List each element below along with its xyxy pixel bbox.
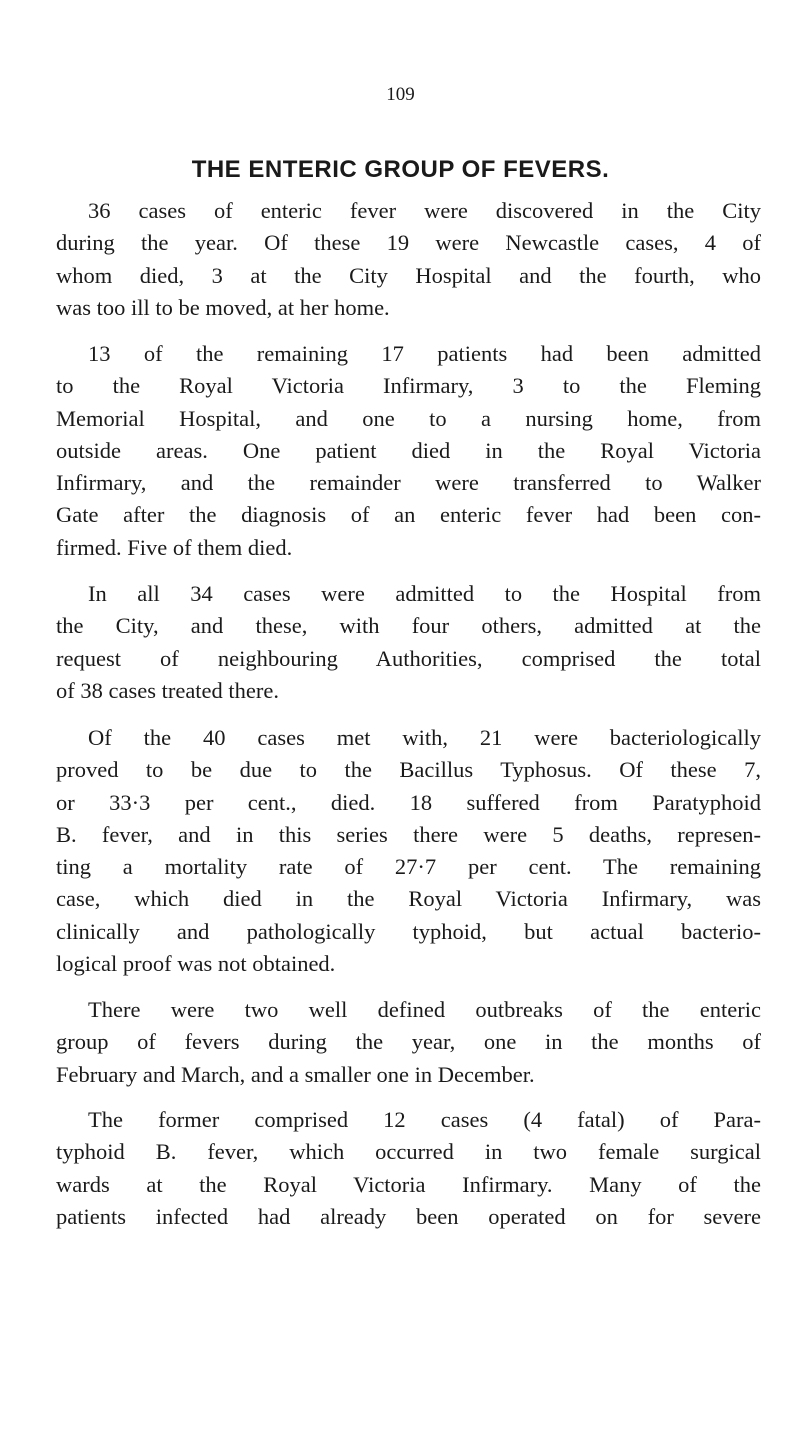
text-line: group of fevers during the year, one in the months of [56, 1029, 761, 1055]
paragraph-2 [56, 338, 761, 564]
text-line: ting a mortality rate of 27·7 per cent. The remaining [56, 854, 761, 880]
paragraph-6 [56, 1104, 761, 1233]
text-line: of 38 cases treated there. [56, 677, 280, 703]
text-line: The former comprised 12 cases (4 fatal) of Para- [88, 1107, 761, 1132]
text-line: was too ill to be moved, at her home. [56, 294, 390, 320]
text-line: 36 cases of enteric fever were discovered in the City [88, 198, 761, 223]
paragraph-5 [56, 994, 761, 1091]
text-line: Of the 40 cases met with, 21 were bacteriologically [88, 725, 761, 750]
text-line: patients infected had already been operated on for severe [56, 1203, 761, 1229]
text-line: request of neighbouring Authorities, comprised the total [56, 645, 761, 671]
text-line: clinically and pathologically typhoid, but actual bacterio- [56, 918, 761, 944]
text-line: B. fever, and in this series there were 5 deaths, represen- [56, 821, 761, 847]
text-line: 13 of the remaining 17 patients had been admitted [88, 341, 761, 366]
paragraph-4 [56, 722, 761, 980]
paragraph-3 [56, 578, 761, 707]
text-line: to the Royal Victoria Infirmary, 3 to the Fleming [56, 373, 761, 399]
text-line: February and March, and a smaller one in December. [56, 1061, 535, 1087]
text-line: case, which died in the Royal Victoria Infirmary, was [56, 886, 761, 912]
text-line: Gate after the diagnosis of an enteric fever had been con- [56, 502, 761, 528]
text-line: during the year. Of these 19 were Newcastle cases, 4 of [56, 230, 761, 256]
text-line: outside areas. One patient died in the Royal Victoria [56, 437, 761, 463]
text-line: Infirmary, and the remainder were transferred to Walker [56, 470, 761, 496]
text-line: wards at the Royal Victoria Infirmary. Many of the [56, 1171, 761, 1197]
page-number: 109 [386, 84, 415, 105]
text-line: logical proof was not obtained. [56, 951, 336, 977]
paragraph-1 [56, 195, 761, 324]
text-line: the City, and these, with four others, admitted at the [56, 613, 761, 639]
text-line: whom died, 3 at the City Hospital and the fourth, who [56, 262, 761, 288]
text-line: firmed. Five of them died. [56, 534, 293, 560]
text-line: or 33·3 per cent., died. 18 suffered from Paratyphoid [56, 789, 761, 815]
text-line: Memorial Hospital, and one to a nursing home, from [56, 405, 761, 431]
text-line: proved to be due to the Bacillus Typhosus. Of these 7, [56, 757, 761, 783]
text-line: typhoid B. fever, which occurred in two female surgical [56, 1139, 761, 1165]
page-heading: THE ENTERIC GROUP OF FEVERS. [191, 156, 610, 183]
text-line: In all 34 cases were admitted to the Hospital from [88, 581, 761, 606]
text-line: There were two well defined outbreaks of the enteric [88, 997, 761, 1022]
